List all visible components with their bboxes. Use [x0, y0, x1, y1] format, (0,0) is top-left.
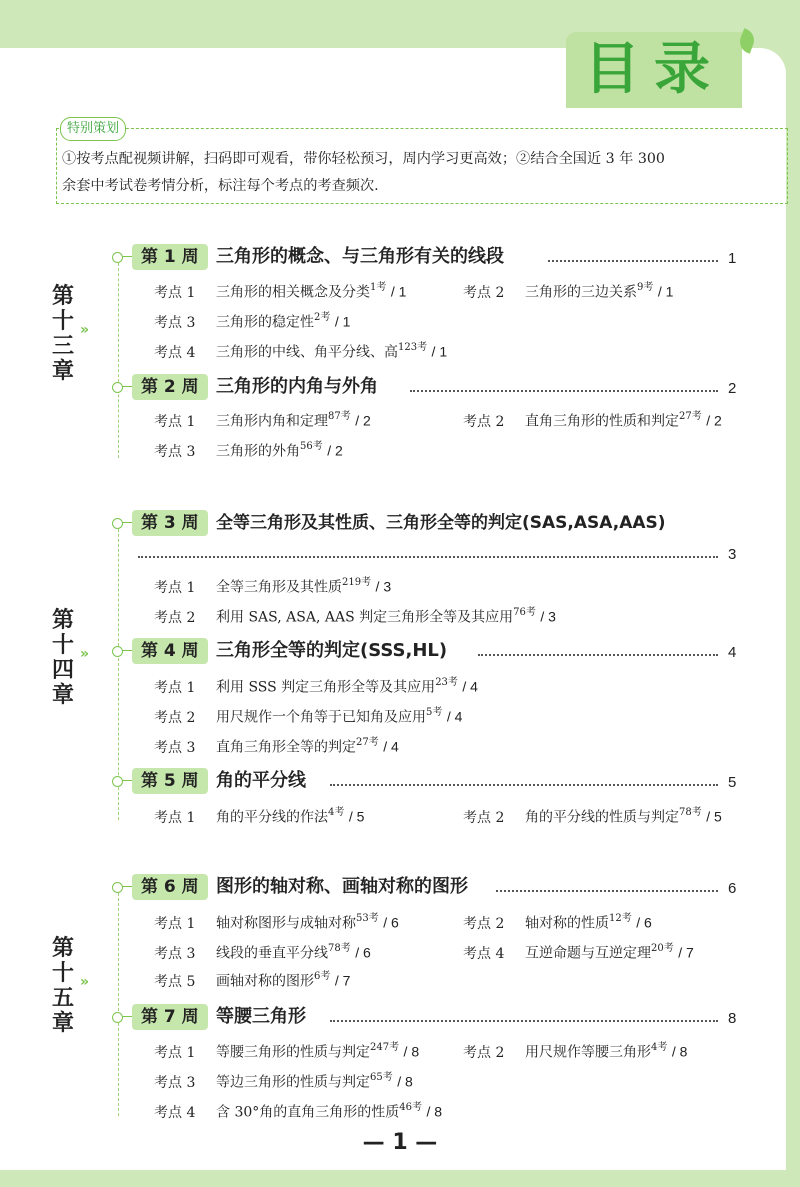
key-point-number: 考点 2	[463, 1044, 505, 1061]
key-point-number: 考点 1	[154, 915, 196, 932]
special-label: 特别策划	[60, 117, 126, 141]
key-point-number: 考点 3	[154, 314, 196, 331]
key-point-number: 考点 2	[154, 609, 196, 626]
key-point-title: 三角形的相关概念及分类	[216, 284, 370, 301]
timeline-connector	[122, 256, 132, 257]
key-point-number: 考点 1	[154, 679, 196, 696]
key-point-number: 考点 1	[154, 413, 196, 430]
key-point-frequency: 247考	[370, 1042, 400, 1053]
key-point-title: 三角形的外角	[216, 443, 300, 460]
timeline-dot-icon	[112, 1012, 123, 1023]
key-point-number: 考点 1	[154, 809, 196, 826]
timeline-connector	[122, 386, 132, 387]
key-point-title: 画轴对称的图形	[216, 973, 314, 990]
timeline-dot-icon	[112, 882, 123, 893]
key-point-number: 考点 3	[154, 1074, 196, 1091]
dot-leader	[330, 1020, 718, 1022]
timeline-dot-icon	[112, 252, 123, 263]
dot-leader	[410, 390, 718, 392]
key-point-page: / 5	[706, 808, 722, 825]
key-point[interactable]	[154, 704, 462, 728]
key-point-frequency: 2考	[314, 312, 331, 323]
timeline-line	[118, 258, 119, 458]
key-point-title: 三角形的三边关系	[525, 284, 637, 301]
week-title: 图形的轴对称、画轴对称的图形	[216, 876, 468, 897]
key-point-page: / 3	[375, 578, 392, 595]
dot-leader	[478, 654, 718, 656]
key-point[interactable]	[154, 674, 478, 698]
key-point[interactable]	[154, 279, 406, 303]
key-point-page: / 4	[383, 738, 399, 755]
chapter-13-label: 第十三章	[51, 283, 74, 384]
key-point-page: / 4	[446, 708, 463, 725]
key-point-title: 含 30°角的直角三角形的性质	[216, 1104, 400, 1121]
page-number: — 1 —	[362, 1130, 438, 1155]
week-page: 2	[728, 380, 737, 397]
key-point-frequency: 219考	[342, 577, 372, 588]
key-point-frequency: 46考	[399, 1102, 422, 1113]
timeline-connector	[122, 522, 132, 523]
key-point[interactable]	[154, 1039, 419, 1063]
key-point-page: / 8	[671, 1043, 688, 1060]
key-point[interactable]	[463, 910, 652, 934]
dot-leader	[138, 556, 718, 558]
dot-leader	[496, 890, 718, 892]
week-page: 6	[728, 880, 737, 897]
key-point-page: / 4	[462, 678, 478, 695]
key-point-page: / 2	[327, 442, 343, 459]
timeline-line	[118, 888, 119, 1116]
timeline-connector	[122, 650, 132, 651]
key-point-title: 三角形内角和定理	[216, 413, 328, 430]
week-page: 5	[728, 774, 737, 791]
key-point-frequency: 23考	[435, 677, 458, 688]
key-point-page: / 1	[334, 313, 351, 330]
key-point-number: 考点 2	[463, 284, 505, 301]
key-point[interactable]	[154, 574, 391, 598]
timeline-connector	[122, 1016, 132, 1017]
special-text-line-2: 余套中考试卷考情分析，标注每个考点的考查频次.	[62, 178, 379, 194]
key-point-number: 考点 2	[463, 915, 505, 932]
key-point-title: 直角三角形全等的判定	[216, 739, 356, 756]
key-point-frequency: 1考	[370, 282, 387, 293]
key-point-frequency: 12考	[609, 913, 632, 924]
chevron-right-icon: »	[80, 646, 90, 662]
dot-leader	[330, 784, 718, 786]
key-point[interactable]	[154, 910, 399, 934]
key-point-frequency: 76考	[513, 607, 536, 618]
key-point-frequency: 123考	[398, 342, 428, 353]
title-banner	[566, 32, 742, 108]
week-page: 4	[728, 644, 737, 661]
week-badge: 第 4 周	[132, 638, 208, 664]
key-point-frequency: 5考	[426, 707, 443, 718]
key-point-title: 三角形的稳定性	[216, 314, 314, 331]
key-point-title: 利用 SAS, ASA, AAS 判定三角形全等及其应用	[216, 609, 514, 626]
key-point-page: / 8	[426, 1103, 443, 1120]
key-point-title: 用尺规作一个角等于已知角及应用	[216, 709, 426, 726]
key-point-title: 等边三角形的性质与判定	[216, 1074, 370, 1091]
week-badge: 第 7 周	[132, 1004, 208, 1030]
week-title: 等腰三角形	[216, 1006, 306, 1027]
week-badge: 第 6 周	[132, 874, 208, 900]
key-point-page: / 5	[348, 808, 365, 825]
key-point[interactable]	[154, 438, 343, 462]
week-page: 8	[728, 1010, 737, 1027]
key-point-page: / 8	[397, 1073, 413, 1090]
timeline-connector	[122, 886, 132, 887]
key-point-number: 考点 4	[154, 1104, 196, 1121]
key-point-frequency: 53考	[356, 913, 379, 924]
key-point-number: 考点 3	[154, 443, 196, 460]
key-point-title: 角的平分线的作法	[216, 809, 328, 826]
key-point-frequency: 78考	[328, 943, 351, 954]
key-point-frequency: 56考	[300, 441, 323, 452]
bottom-band	[0, 1170, 800, 1187]
page-title: 目录	[584, 37, 724, 102]
key-point-number: 考点 3	[154, 945, 196, 962]
key-point[interactable]	[154, 604, 556, 628]
week-page: 1	[728, 250, 737, 267]
week-badge: 第 2 周	[132, 374, 208, 400]
key-point-number: 考点 3	[154, 739, 196, 756]
chevron-right-icon: »	[80, 322, 90, 338]
week-title: 角的平分线	[216, 770, 306, 791]
dot-leader	[548, 260, 718, 262]
key-point[interactable]	[463, 804, 722, 828]
timeline-dot-icon	[112, 518, 123, 529]
key-point-page: / 1	[657, 283, 674, 300]
key-point-frequency: 78考	[679, 807, 702, 818]
key-point-number: 考点 2	[154, 709, 196, 726]
key-point[interactable]	[154, 309, 350, 333]
week-badge: 第 3 周	[132, 510, 208, 536]
timeline-dot-icon	[112, 382, 123, 393]
key-point[interactable]	[463, 408, 722, 432]
timeline-dot-icon	[112, 776, 123, 787]
key-point[interactable]	[154, 804, 364, 828]
key-point-title: 全等三角形及其性质	[216, 579, 342, 596]
key-point-title: 线段的垂直平分线	[216, 945, 328, 962]
key-point-title: 直角三角形的性质和判定	[525, 413, 679, 430]
key-point-frequency: 6考	[314, 971, 331, 982]
key-point-page: / 1	[431, 343, 448, 360]
key-point-title: 用尺规作等腰三角形	[525, 1044, 651, 1061]
key-point[interactable]	[154, 734, 399, 758]
key-point-page: / 6	[355, 944, 371, 961]
key-point-number: 考点 1	[154, 1044, 196, 1061]
key-point[interactable]	[154, 408, 371, 432]
key-point-page: / 8	[403, 1043, 420, 1060]
week-badge: 第 5 周	[132, 768, 208, 794]
key-point-page: / 7	[678, 944, 694, 961]
key-point-frequency: 9考	[637, 282, 654, 293]
key-point-title: 轴对称图形与成轴对称	[216, 915, 356, 932]
key-point-number: 考点 4	[154, 344, 196, 361]
timeline-dot-icon	[112, 646, 123, 657]
key-point[interactable]	[154, 339, 447, 363]
key-point-frequency: 20考	[651, 943, 674, 954]
special-text-line-1: ①按考点配视频讲解，扫码即可观看，带你轻松预习，周内学习更高效；②结合全国近 3 年 300	[62, 151, 665, 167]
key-point-title: 轴对称的性质	[525, 915, 609, 932]
week-title: 三角形的内角与外角	[216, 376, 378, 397]
key-point-title: 利用 SSS 判定三角形全等及其应用	[216, 679, 436, 696]
key-point-frequency: 4考	[328, 807, 345, 818]
key-point-frequency: 65考	[370, 1072, 393, 1083]
key-point-title: 三角形的中线、角平分线、高	[216, 344, 398, 361]
key-point[interactable]	[154, 1099, 442, 1123]
key-point-title: 角的平分线的性质与判定	[525, 809, 679, 826]
week-page: 3	[728, 546, 737, 563]
key-point[interactable]	[154, 940, 371, 964]
key-point-title: 互逆命题与互逆定理	[525, 945, 651, 962]
key-point-title: 等腰三角形的性质与判定	[216, 1044, 370, 1061]
key-point-number: 考点 4	[463, 945, 505, 962]
week-title: 三角形的概念、与三角形有关的线段	[216, 246, 504, 267]
week-title: 全等三角形及其性质、三角形全等的判定(SAS,ASA,AAS)	[216, 513, 666, 533]
key-point-page: / 3	[540, 608, 556, 625]
key-point-page: / 2	[706, 412, 722, 429]
week-title: 三角形全等的判定(SSS,HL)	[216, 640, 448, 661]
key-point-page: / 7	[334, 972, 351, 989]
key-point-number: 考点 2	[463, 809, 505, 826]
key-point-number: 考点 1	[154, 579, 196, 596]
key-point-page: / 2	[355, 412, 371, 429]
chapter-14-label: 第十四章	[51, 607, 74, 708]
key-point-frequency: 87考	[328, 411, 351, 422]
key-point[interactable]	[463, 940, 694, 964]
key-point[interactable]	[154, 1069, 413, 1093]
key-point-number: 考点 5	[154, 973, 196, 990]
key-point-frequency: 27考	[679, 411, 702, 422]
key-point-frequency: 4考	[651, 1042, 668, 1053]
week-badge: 第 1 周	[132, 244, 208, 270]
key-point-number: 考点 1	[154, 284, 196, 301]
key-point[interactable]	[463, 279, 673, 303]
key-point-frequency: 27考	[356, 737, 379, 748]
key-point[interactable]	[154, 968, 350, 992]
key-point-number: 考点 2	[463, 413, 505, 430]
chevron-right-icon: »	[80, 974, 90, 990]
key-point-page: / 6	[636, 914, 652, 931]
timeline-connector	[122, 780, 132, 781]
key-point-page: / 6	[383, 914, 399, 931]
key-point[interactable]	[463, 1039, 687, 1063]
key-point-page: / 1	[390, 283, 407, 300]
chapter-15-label: 第十五章	[51, 935, 74, 1036]
